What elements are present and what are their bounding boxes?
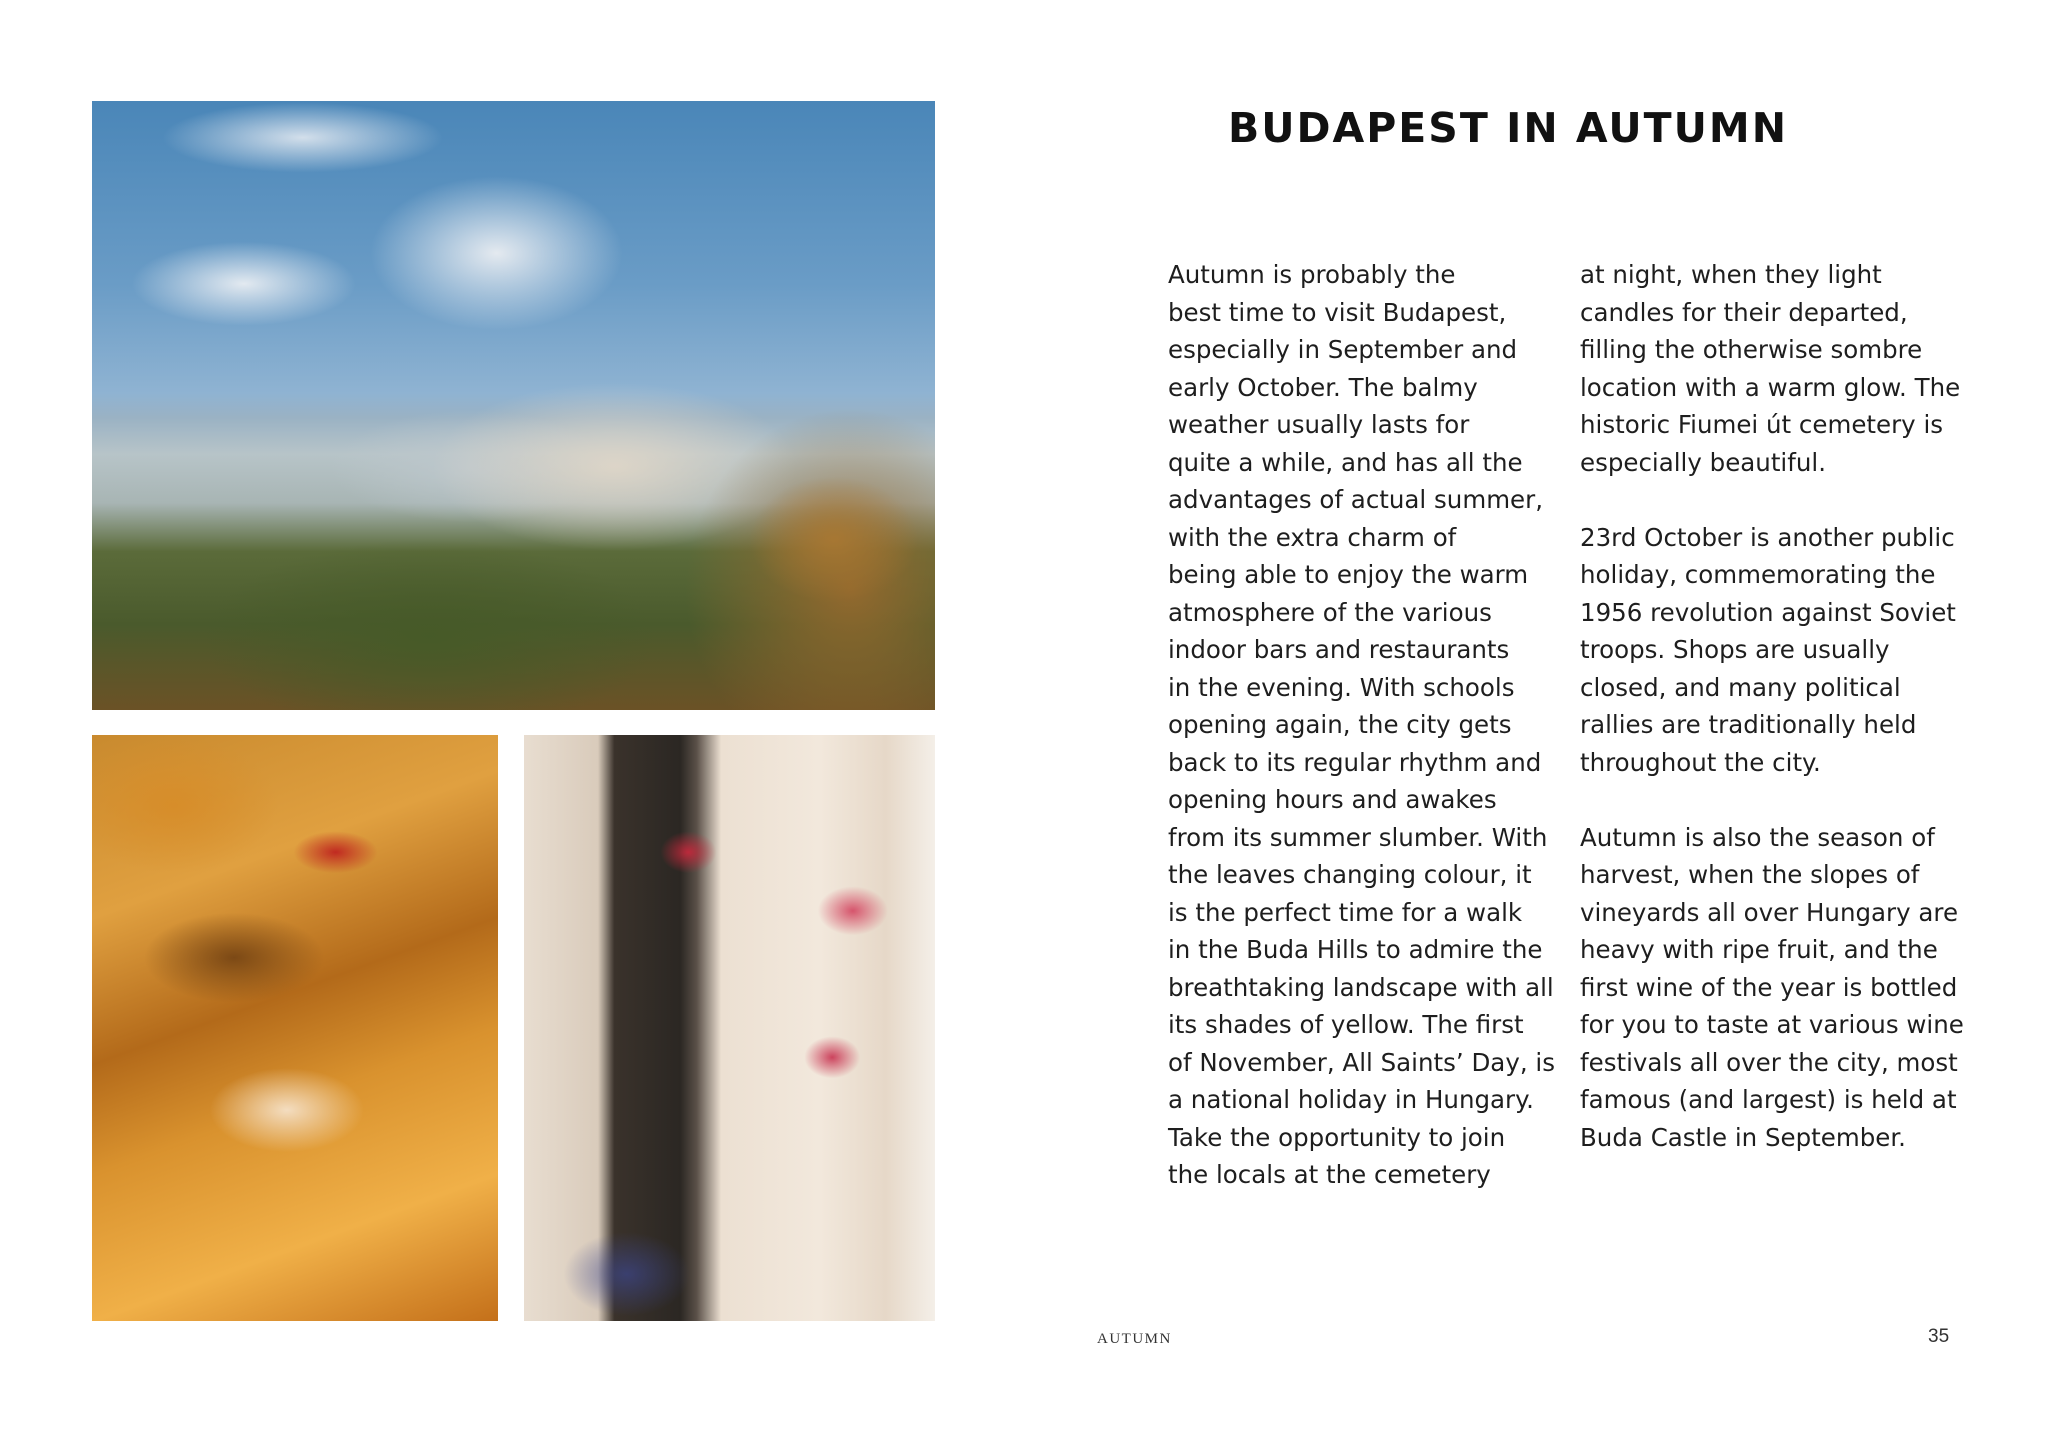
- body-text-line: filling the otherwise sombre: [1580, 335, 1923, 364]
- body-text-line: atmosphere of the various: [1168, 597, 1492, 627]
- body-text-line: back to its regular rhythm and: [1168, 747, 1542, 777]
- body-text-line: its shades of yellow. The first: [1168, 1010, 1524, 1039]
- body-text-line: harvest, when the slopes of: [1580, 860, 1920, 889]
- body-text-line: opening again, the city gets: [1168, 710, 1512, 739]
- body-text-line: holiday, commemorating the: [1580, 560, 1936, 589]
- body-text-line: troops. Shops are usually: [1580, 635, 1890, 664]
- body-text-line: closed, and many political: [1580, 672, 1901, 702]
- body-text-line: famous (and largest) is held at: [1580, 1085, 1957, 1114]
- body-text-line: indoor bars and restaurants: [1168, 635, 1510, 664]
- body-text-line: opening hours and awakes: [1168, 785, 1497, 814]
- photo-pastries: [92, 735, 498, 1321]
- paragraph-gap: [1580, 781, 2000, 819]
- body-text-line: of November, All Saints’ Day, is: [1168, 1047, 1555, 1077]
- body-text-line: Take the opportunity to join: [1168, 1122, 1506, 1152]
- body-text-line: festivals all over the city, most: [1580, 1047, 1958, 1077]
- body-text-line: heavy with ripe fruit, and the: [1580, 935, 1938, 964]
- body-text-line: historic Fiumei út cemetery is: [1580, 410, 1944, 439]
- body-text-line: first wine of the year is bottled: [1580, 972, 1958, 1002]
- body-text-line: rallies are traditionally held: [1580, 710, 1917, 739]
- body-text-line: for you to taste at various wine: [1580, 1010, 1964, 1039]
- body-text-line: breathtaking landscape with all: [1168, 972, 1554, 1002]
- body-text-line: location with a warm glow. The: [1580, 372, 1961, 402]
- photo-embroidery-lace: [524, 735, 935, 1321]
- body-text-line: vineyards all over Hungary are: [1580, 897, 1959, 927]
- body-text-line: being able to enjoy the warm: [1168, 560, 1529, 589]
- body-text-line: at night, when they light: [1580, 260, 1882, 289]
- body-text-line: Buda Castle in September.: [1580, 1122, 1906, 1152]
- body-text-line: especially in September and: [1168, 335, 1518, 364]
- photo-parliament-danube: [92, 101, 935, 710]
- body-text-line: in the evening. With schools: [1168, 672, 1515, 702]
- running-footer-section: AUTUMN: [1097, 1331, 1172, 1347]
- text-column-left: [1168, 256, 1573, 1194]
- body-text-line: from its summer slumber. With: [1168, 822, 1548, 852]
- text-column-right: [1580, 256, 2000, 1156]
- body-text-line: early October. The balmy: [1168, 372, 1478, 402]
- body-text-line: quite a while, and has all the: [1168, 447, 1523, 477]
- body-text-line: a national holiday in Hungary.: [1168, 1085, 1534, 1114]
- body-text-line: is the perfect time for a walk: [1168, 897, 1523, 927]
- body-text-line: 23rd October is another public: [1580, 522, 1955, 552]
- body-text-line: the locals at the cemetery: [1168, 1160, 1491, 1189]
- paragraph-gap: [1580, 481, 2000, 519]
- body-text-line: weather usually lasts for: [1168, 410, 1470, 439]
- body-text-line: throughout the city.: [1580, 747, 1821, 777]
- body-text-line: Autumn is also the season of: [1580, 822, 1935, 852]
- body-text-line: best time to visit Budapest,: [1168, 297, 1507, 327]
- body-text-line: the leaves changing colour, it: [1168, 860, 1532, 889]
- body-text-line: especially beautiful.: [1580, 447, 1826, 477]
- page-number: 35: [1928, 1326, 1950, 1347]
- body-text-line: with the extra charm of: [1168, 522, 1457, 552]
- body-text-line: 1956 revolution against Soviet: [1580, 597, 1956, 627]
- body-text-line: in the Buda Hills to admire the: [1168, 935, 1543, 964]
- body-text-line: Autumn is probably the: [1168, 260, 1456, 289]
- body-text-line: advantages of actual summer,: [1168, 485, 1543, 514]
- body-text-line: candles for their departed,: [1580, 297, 1908, 327]
- page-title: BUDAPEST IN AUTUMN: [1227, 104, 1789, 152]
